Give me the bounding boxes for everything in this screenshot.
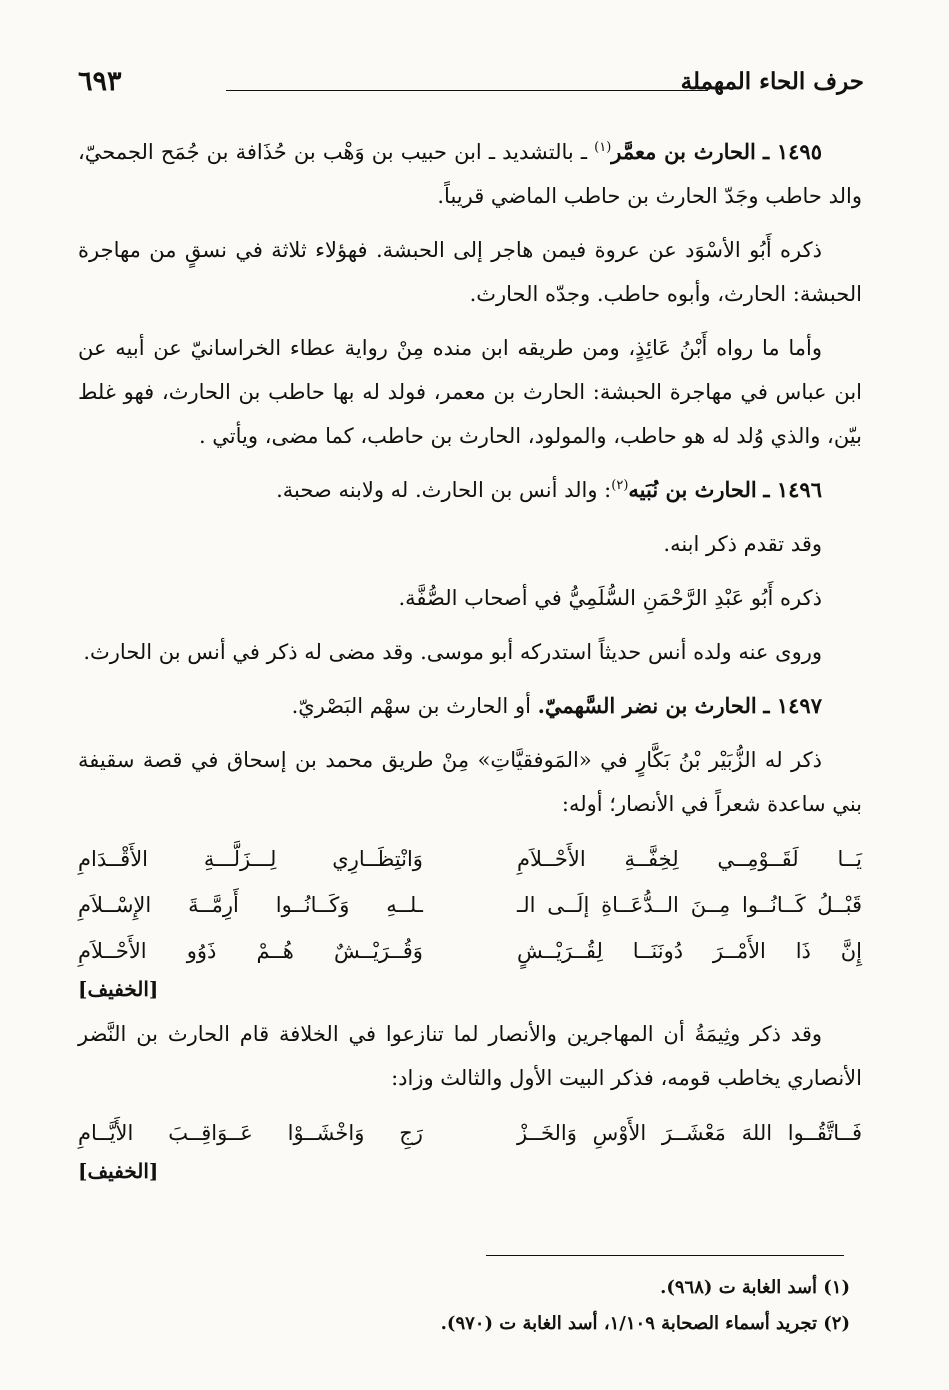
entry-text: ـ بالتشديد ـ ابن حبيب بن وَهْب بن حُذَافة بن جُمَح الجمحيّ، والد حاطب وجَدّ الحارث بن حاطب الماضي قريباً. xyxy=(78,140,862,208)
verse xyxy=(78,1110,862,1156)
poem-meter: [الخفيف] xyxy=(78,977,159,1001)
footnote: (١) أسد الغابة ت (٩٦٨). xyxy=(660,1277,850,1298)
entry-1497 xyxy=(78,684,862,728)
entry-text: أو الحارث بن سهْم البَصْريّ. xyxy=(291,694,531,718)
footnote-ref: (٢) xyxy=(611,478,629,493)
paragraph: وقد ذكر وثِيمَةُ أن المهاجرين والأنصار لما تنازعوا في الخلافة قام الحارث بن النَّضر الأنصاري يخاطب قومه، فذكر البيت الأول والثالث وزاد: xyxy=(78,1022,862,1090)
paragraph: وأما ما رواه أَبْنُ عَائِذٍ، ومن طريقه ابن منده مِنْ رواية عطاء الخراسانيّ عن أبيه عن ابن عباس في مهاجرة الحبشة: الحارث بن معمر، فولد له بها حاطب بن الحارث، فهو غلط بيّن، والذي وُلد له هو حاطب، والمولود، الحارث بن حاطب، كما مضى، ويأتي . xyxy=(78,336,862,448)
entry-number: ١٤٩٧ ـ xyxy=(763,693,822,718)
verse-first-hemistich: فَــاتَّقُــوا اللهَ مَعْشَــرَ الأَوْسِ وَالخَــزْ xyxy=(517,1121,862,1145)
page-number: ٦٩٣ xyxy=(78,66,122,97)
page-header xyxy=(78,66,864,106)
verse-first-hemistich: يَــا لَقَــوْمِــي لِخِفَّــةِ الأَحْــلاَمِ xyxy=(517,847,862,871)
paragraph: وقد تقدم ذكر ابنه. xyxy=(663,532,822,556)
verse-second-hemistich: وَقُــرَيْــشٌ هُــمْ ذَوُو الأَحْــلاَمِ xyxy=(78,939,423,963)
entry-1496 xyxy=(78,468,862,512)
verse-second-hemistich: وَانْتِظَــارِي لِـــزَلَّـــةِ الأَقْــدَامِ xyxy=(78,847,423,871)
footnote-rule xyxy=(486,1255,844,1256)
running-title: حرف الحاء المهملة xyxy=(680,68,864,95)
entry-name: الحارث بن نضر السَّهميّ. xyxy=(537,693,757,718)
verse xyxy=(78,836,862,882)
verse-first-hemistich: إِنَّ ذَا الأَمْــرَ دُونَنَــا لِقُــرَيْــشٍ xyxy=(517,939,862,963)
poem-1 xyxy=(78,836,862,1004)
verse-second-hemistich: ـلــهِ وَكَــانُــوا أَرِمَّــةَ الإِسْــلاَمِ xyxy=(78,893,423,917)
entry-text: : والد أنس بن الحارث. له ولابنه صحبة. xyxy=(276,478,612,502)
paragraph: ذكر له الزُّبَيْر بْنُ بَكَّارٍ في «المَوفقيَّاتِ» مِنْ طريق محمد بن إسحاق في قصة سقيفة بني ساعدة شعراً في الأنصار؛ أوله: xyxy=(78,748,862,816)
footnote: (٢) تجريد أسماء الصحابة ١/١٠٩، أسد الغابة ت (٩٧٠). xyxy=(440,1313,850,1334)
entry-number: ١٤٩٦ ـ xyxy=(763,477,822,502)
paragraph: ذكره أَبُو عَبْدِ الرَّحْمَنِ السُّلَمِيُّ في أصحاب الصُّفَّة. xyxy=(398,586,822,610)
verse xyxy=(78,928,862,974)
main-text xyxy=(78,130,862,1194)
entry-number: ١٤٩٥ ـ xyxy=(762,139,822,164)
header-rule xyxy=(226,90,708,91)
paragraph: وروى عنه ولده أنس حديثاً استدركه أبو موسى. وقد مضى له ذكر في أنس بن الحارث. xyxy=(83,640,822,664)
entry-1495 xyxy=(78,130,862,218)
entry-name: الحارث بن نُبَيه xyxy=(628,477,757,502)
verse-first-hemistich: قَبْــلُ كَــانُــوا مِــنَ الــدُّعَــاةِ إلَــى الـ xyxy=(517,893,862,917)
footnote-ref: (١) xyxy=(594,140,612,155)
verse xyxy=(78,882,862,928)
footnotes xyxy=(78,1270,850,1342)
poem-2 xyxy=(78,1110,862,1186)
entry-name: الحارث بن معمَّر xyxy=(611,139,756,164)
paragraph: ذكره أَبُو الأسْوَد عن عروة فيمن هاجر إلى الحبشة. فهؤلاء ثلاثة في نسقٍ من مهاجرة الحبشة: الحارث، وأبوه حاطب. وجدّه الحارث. xyxy=(78,238,862,306)
poem-meter: [الخفيف] xyxy=(78,1159,159,1183)
verse-second-hemistich: رَجِ وَاخْشَــوْا عَــوَاقِــبَ الأَيَّــامِ xyxy=(78,1121,423,1145)
